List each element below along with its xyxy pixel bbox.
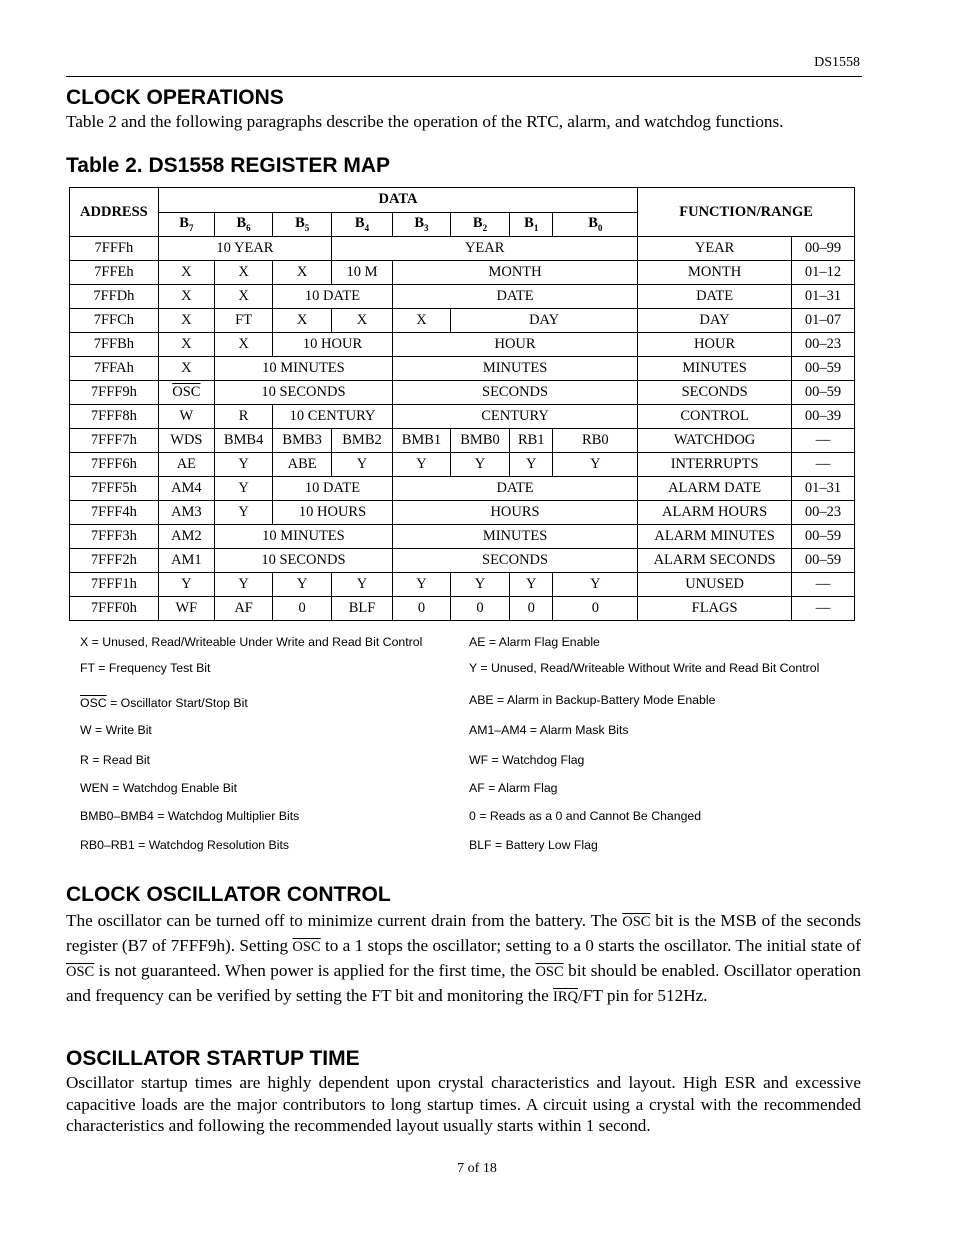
table-row bbox=[70, 453, 855, 477]
header-function-range: FUNCTION/RANGE bbox=[638, 188, 855, 237]
range-cell: 00–59 bbox=[792, 525, 855, 549]
osc-overline-text: $\overline{OSC}$ bbox=[292, 939, 321, 955]
data-cell: Y bbox=[215, 501, 273, 525]
row-address: 7FFF9h bbox=[70, 381, 159, 405]
legend-item: WF = Watchdog Flag bbox=[469, 753, 585, 767]
data-cell: CENTURY bbox=[392, 405, 637, 429]
row-address: 7FFFh bbox=[70, 237, 159, 261]
function-cell: SECONDS bbox=[638, 381, 792, 405]
legend-item: RB0–RB1 = Watchdog Resolution Bits bbox=[80, 838, 290, 852]
data-cell: 10 DATE bbox=[273, 285, 393, 309]
data-cell: Y bbox=[392, 573, 450, 597]
data-cell: 10 MINUTES bbox=[215, 525, 393, 549]
table-row bbox=[70, 309, 855, 333]
function-cell: ALARM MINUTES bbox=[638, 525, 792, 549]
data-cell: X bbox=[332, 309, 393, 333]
function-cell: MONTH bbox=[638, 261, 792, 285]
row-address: 7FFEh bbox=[70, 261, 159, 285]
data-cell: ABE bbox=[273, 453, 332, 477]
clock-oscillator-control-paragraph: The oscillator can be turned off to minimize current drain from the battery. The $\overline{OSC}$ bit is the MSB of the seconds register (B7 of 7FFF9h). Setting $\overline{OSC}$ to a 1 stops the oscillator; setting to a 0 starts the oscillator. The initial state of $\overline{OSC}$ is not guaranteed. When power is applied for the first time, the $\overline{OSC}$ bit should be enabled. Oscillator operation and frequency can be verified by setting the FT bit and monitoring the $\overline{IRQ}/FT$ pin for 512Hz. bbox=[66, 911, 861, 1005]
data-cell: 10 CENTURY bbox=[273, 405, 393, 429]
legend-item: AM1–AM4 = Alarm Mask Bits bbox=[469, 723, 629, 737]
header-bit-3: $B_3$ bbox=[392, 212, 450, 237]
table-row bbox=[70, 333, 855, 357]
legend-item: WEN = Watchdog Enable Bit bbox=[80, 781, 238, 795]
data-cell: BLF bbox=[332, 597, 393, 621]
function-cell: ALARM SECONDS bbox=[638, 549, 792, 573]
data-cell: WDS bbox=[158, 429, 214, 453]
range-cell: 01–31 bbox=[792, 285, 855, 309]
data-cell bbox=[158, 381, 214, 405]
data-cell: X bbox=[158, 285, 214, 309]
data-cell: X bbox=[392, 309, 450, 333]
range-cell: 00–59 bbox=[792, 357, 855, 381]
function-cell: DATE bbox=[638, 285, 792, 309]
data-cell: FT bbox=[215, 309, 273, 333]
data-cell: MONTH bbox=[392, 261, 637, 285]
osc-overline-text: $\overline{OSC}$ bbox=[535, 964, 564, 980]
data-cell: Y bbox=[158, 573, 214, 597]
data-cell: AE bbox=[158, 453, 214, 477]
data-cell: BMB3 bbox=[273, 429, 332, 453]
data-cell: AM2 bbox=[158, 525, 214, 549]
page-number: 7 of 18 bbox=[457, 1161, 497, 1176]
data-cell: BMB2 bbox=[332, 429, 393, 453]
data-cell: 10 DATE bbox=[273, 477, 393, 501]
table-row bbox=[70, 429, 855, 453]
data-cell: X bbox=[273, 309, 332, 333]
legend-item: W = Write Bit bbox=[80, 723, 152, 737]
row-address: 7FFF3h bbox=[70, 525, 159, 549]
data-cell: 0 bbox=[273, 597, 332, 621]
data-cell: RB0 bbox=[553, 429, 638, 453]
range-cell: 00–23 bbox=[792, 501, 855, 525]
table-row bbox=[70, 501, 855, 525]
range-cell: — bbox=[792, 429, 855, 453]
data-cell: 0 bbox=[553, 597, 638, 621]
header-bit-1: $B_1$ bbox=[510, 212, 553, 237]
data-cell: X bbox=[158, 309, 214, 333]
function-cell: HOUR bbox=[638, 333, 792, 357]
header-data: DATA bbox=[158, 188, 637, 213]
function-cell: WATCHDOG bbox=[638, 429, 792, 453]
data-cell: Y bbox=[392, 453, 450, 477]
legend-item: AE = Alarm Flag Enable bbox=[469, 635, 600, 649]
table-row bbox=[70, 261, 855, 285]
data-cell: W bbox=[158, 405, 214, 429]
data-cell: Y bbox=[451, 453, 510, 477]
legend-item: $\overline{OSC}$ = Oscillator Start/Stop Bit bbox=[80, 696, 248, 710]
row-address: 7FFF6h bbox=[70, 453, 159, 477]
table-row bbox=[70, 525, 855, 549]
data-cell: Y bbox=[553, 573, 638, 597]
table-row bbox=[70, 597, 855, 621]
range-cell: — bbox=[792, 453, 855, 477]
header-bit-6: $B_6$ bbox=[215, 212, 273, 237]
function-cell: YEAR bbox=[638, 237, 792, 261]
data-cell: 10 SECONDS bbox=[215, 381, 393, 405]
data-cell: Y bbox=[273, 573, 332, 597]
data-cell: RB1 bbox=[510, 429, 553, 453]
data-cell: AF bbox=[215, 597, 273, 621]
legend-item: R = Read Bit bbox=[80, 753, 151, 767]
oscillator-startup-paragraph: Oscillator startup times are highly dependent upon crystal characteristics and layout. High ESR and excessive capacitive loads are the major contributors to long startup times. A circuit using a crystal with the recommended characteristics and following the recommended layout usually starts within 1 second. bbox=[66, 1073, 861, 1135]
data-cell: 10 YEAR bbox=[158, 237, 331, 261]
data-cell: 0 bbox=[510, 597, 553, 621]
row-address: 7FFF0h bbox=[70, 597, 159, 621]
table-row bbox=[70, 357, 855, 381]
data-cell: Y bbox=[332, 573, 393, 597]
data-cell: 10 HOURS bbox=[273, 501, 393, 525]
row-address: 7FFF2h bbox=[70, 549, 159, 573]
row-address: 7FFF7h bbox=[70, 429, 159, 453]
data-cell: WF bbox=[158, 597, 214, 621]
data-cell: 10 SECONDS bbox=[215, 549, 393, 573]
data-cell: YEAR bbox=[332, 237, 638, 261]
data-cell: X bbox=[215, 261, 273, 285]
data-cell: X bbox=[273, 261, 332, 285]
data-cell: 10 HOUR bbox=[273, 333, 393, 357]
data-cell: Y bbox=[510, 453, 553, 477]
data-cell: Y bbox=[215, 573, 273, 597]
function-cell: UNUSED bbox=[638, 573, 792, 597]
header-bit-2: $B_2$ bbox=[451, 212, 510, 237]
data-cell: X bbox=[215, 285, 273, 309]
data-cell: DATE bbox=[392, 477, 637, 501]
data-cell: AM3 bbox=[158, 501, 214, 525]
data-cell: MINUTES bbox=[392, 357, 637, 381]
data-cell: Y bbox=[215, 453, 273, 477]
data-cell: X bbox=[215, 333, 273, 357]
header-bit-4: $B_4$ bbox=[332, 212, 393, 237]
data-cell: AM1 bbox=[158, 549, 214, 573]
data-cell: Y bbox=[215, 477, 273, 501]
header-bit-0: $B_0$ bbox=[553, 212, 638, 237]
table-row bbox=[70, 477, 855, 501]
row-address: 7FFDh bbox=[70, 285, 159, 309]
header-rule bbox=[66, 76, 862, 77]
range-cell: 01–31 bbox=[792, 477, 855, 501]
row-address: 7FFCh bbox=[70, 309, 159, 333]
header-bit-7: $B_7$ bbox=[158, 212, 214, 237]
osc-overline-text: $\overline{OSC}$ bbox=[66, 964, 95, 980]
legend-item: ABE = Alarm in Backup-Battery Mode Enable bbox=[469, 693, 716, 707]
data-cell: BMB0 bbox=[451, 429, 510, 453]
data-cell: 0 bbox=[392, 597, 450, 621]
function-cell: ALARM DATE bbox=[638, 477, 792, 501]
document-id: DS1558 bbox=[814, 55, 860, 70]
osc-overline-text: $\overline{OSC}$ bbox=[622, 914, 651, 930]
osc-overline-text: $\overline{OSC}$ bbox=[172, 384, 201, 400]
function-cell: DAY bbox=[638, 309, 792, 333]
data-cell: 10 M bbox=[332, 261, 393, 285]
data-cell: BMB4 bbox=[215, 429, 273, 453]
header-bit-5: $B_5$ bbox=[273, 212, 332, 237]
osc-overline-text: $\overline{OSC}$ bbox=[80, 696, 107, 710]
range-cell: 01–12 bbox=[792, 261, 855, 285]
legend-item: BMB0–BMB4 = Watchdog Multiplier Bits bbox=[80, 809, 300, 823]
legend-item: BLF = Battery Low Flag bbox=[469, 838, 598, 852]
range-cell: — bbox=[792, 597, 855, 621]
clock-operations-paragraph: Table 2 and the following paragraphs describe the operation of the RTC, alarm, and watchdog functions. bbox=[66, 112, 784, 131]
data-cell: X bbox=[158, 261, 214, 285]
data-cell: SECONDS bbox=[392, 549, 637, 573]
range-cell: — bbox=[792, 573, 855, 597]
header-address: ADDRESS bbox=[70, 188, 159, 237]
function-cell: MINUTES bbox=[638, 357, 792, 381]
legend-item: Y = Unused, Read/Writeable Without Write and Read Bit Control bbox=[469, 661, 820, 675]
data-cell: 10 MINUTES bbox=[215, 357, 393, 381]
table-row bbox=[70, 237, 855, 261]
data-cell: X bbox=[158, 333, 214, 357]
table-title: Table 2. DS1558 REGISTER MAP bbox=[66, 154, 391, 177]
data-cell: HOURS bbox=[392, 501, 637, 525]
data-cell: X bbox=[158, 357, 214, 381]
data-cell: MINUTES bbox=[392, 525, 637, 549]
data-cell: R bbox=[215, 405, 273, 429]
data-cell: Y bbox=[553, 453, 638, 477]
row-address: 7FFBh bbox=[70, 333, 159, 357]
data-cell: 0 bbox=[451, 597, 510, 621]
range-cell: 00–99 bbox=[792, 237, 855, 261]
register-map-table bbox=[69, 187, 855, 621]
row-address: 7FFAh bbox=[70, 357, 159, 381]
section-title-oscillator-startup-time: OSCILLATOR STARTUP TIME bbox=[66, 1047, 360, 1070]
data-cell: AM4 bbox=[158, 477, 214, 501]
legend-item: 0 = Reads as a 0 and Cannot Be Changed bbox=[469, 809, 702, 823]
data-cell: SECONDS bbox=[392, 381, 637, 405]
table-row bbox=[70, 381, 855, 405]
row-address: 7FFF8h bbox=[70, 405, 159, 429]
table-row bbox=[70, 285, 855, 309]
legend-item: X = Unused, Read/Writeable Under Write and Read Bit Control bbox=[80, 635, 423, 649]
function-cell: INTERRUPTS bbox=[638, 453, 792, 477]
table-row bbox=[70, 573, 855, 597]
section-title-clock-operations: CLOCK OPERATIONS bbox=[66, 86, 284, 109]
range-cell: 00–59 bbox=[792, 549, 855, 573]
data-cell: Y bbox=[451, 573, 510, 597]
row-address: 7FFF1h bbox=[70, 573, 159, 597]
table-row bbox=[70, 405, 855, 429]
range-cell: 00–23 bbox=[792, 333, 855, 357]
legend-item: FT = Frequency Test Bit bbox=[80, 661, 211, 675]
row-address: 7FFF4h bbox=[70, 501, 159, 525]
function-cell: FLAGS bbox=[638, 597, 792, 621]
data-cell: HOUR bbox=[392, 333, 637, 357]
row-address: 7FFF5h bbox=[70, 477, 159, 501]
range-cell: 01–07 bbox=[792, 309, 855, 333]
range-cell: 00–59 bbox=[792, 381, 855, 405]
data-cell: Y bbox=[510, 573, 553, 597]
irq-overline-text: $\overline{IRQ}$ bbox=[553, 989, 578, 1005]
function-cell: CONTROL bbox=[638, 405, 792, 429]
section-title-clock-oscillator-control: CLOCK OSCILLATOR CONTROL bbox=[66, 883, 391, 906]
function-cell: ALARM HOURS bbox=[638, 501, 792, 525]
table-row bbox=[70, 549, 855, 573]
data-cell: DATE bbox=[392, 285, 637, 309]
data-cell: Y bbox=[332, 453, 393, 477]
data-cell: DAY bbox=[451, 309, 638, 333]
legend-item: AF = Alarm Flag bbox=[469, 781, 558, 795]
data-cell: BMB1 bbox=[392, 429, 450, 453]
range-cell: 00–39 bbox=[792, 405, 855, 429]
